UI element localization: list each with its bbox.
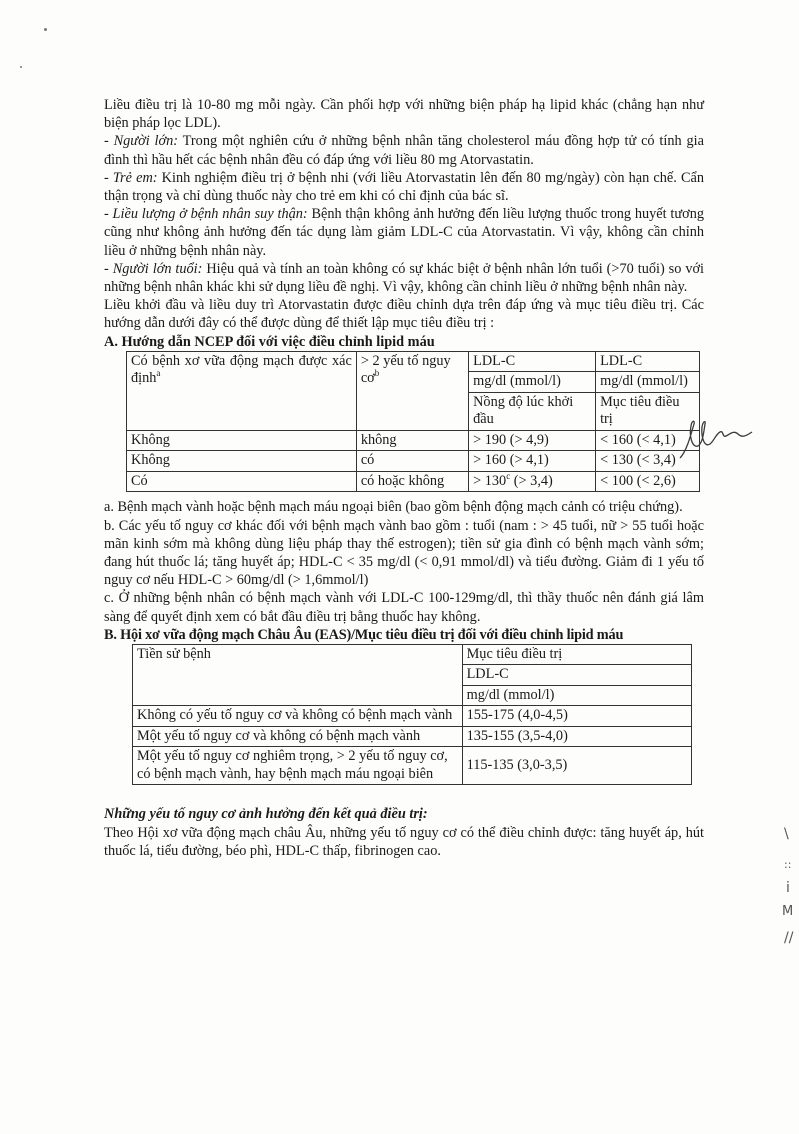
table-cell [469,471,596,492]
margin-mark: :: [784,858,792,871]
label-renal: - Liều lượng ở bệnh nhân suy thận: [104,206,308,223]
intro-paragraph: Liều điều trị là 10-80 mg mỗi ngày. Cần phối hợp với những biện pháp hạ lipid khác (chẳng hạn như biện pháp lọc LDL). [104,97,704,132]
table-cell: < 100 (< 2,6) [596,471,700,492]
eas-table [132,644,692,786]
table-cell: Không có yếu tố nguy cơ và không có bệnh mạch vành [133,706,463,727]
scan-speck [44,28,47,31]
table-row [127,430,700,451]
header-ldl-target: LDL-C [596,351,700,372]
header-cell [356,351,468,430]
scan-speck [20,66,22,68]
table-row [127,351,700,372]
header-ldl: LDL-C [462,665,691,686]
table-cell: 115-135 (3,0-3,5) [462,747,691,785]
table-cell: Một yếu tố nguy cơ nghiêm trọng, > 2 yếu tố nguy cơ, có bệnh mạch vành, hay bệnh mạch máu ngoại biên [133,747,463,785]
margin-mark: M [782,904,794,919]
header-risk-factors: > 2 yếu tố nguy cơ [360,352,451,387]
table-cell: > 190 (> 4,9) [469,430,596,451]
table-row [133,747,692,785]
text-renal: Bệnh thận không ảnh hưởng đến liều lượng thuốc trong huyết tương cũng như không ảnh hưởng đến tác dụng làm giảm LDL-C của Atorvastatin. Vì vậy, không cần chỉnh liều ở những bệnh nhân này. [104,206,704,259]
footnote-b: b. Các yếu tố nguy cơ khác đối với bệnh mạch vành bao gồm : tuổi (nam : > 45 tuổi, nữ > 55 tuổi hoặc mãn kinh sớm mà không dùng liệu pháp thay thế estrogen); tiền sử gia đình có bệnh mạch vành sớm; đang hút thuốc lá; tăng huyết áp; HDL-C < 35 mg/dl (< 0,91 mmol/dl) và tiểu đường. Giảm đi 1 yếu tố nguy cơ nếu HDL-C > 60mg/dl (> 1,6mmol/l) [104,517,704,589]
header-cell [127,351,357,430]
header-unit-start: mg/dl (mmol/l) [469,372,596,393]
table-cell: có hoặc không [356,471,468,492]
document-page [104,96,704,860]
header-treatment-goal: Mục tiêu điều trị [462,644,691,665]
intro-paragraph-adult [104,132,704,168]
header-unit: mg/dl (mmol/l) [462,685,691,706]
footnote-marker: b [374,368,380,379]
table-cell: Không [127,451,357,472]
text-children: Kinh nghiệm điều trị ở bệnh nhi (với liều Atorvastatin lên đến 80 mg/ngày) còn hạn chế. Cẩn thận trọng và chỉ dùng thuốc này cho trẻ em khi có chỉ định của bác sĩ. [104,169,704,205]
footnote-c: c. Ở những bệnh nhân có bệnh mạch vành với LDL-C 100-129mg/dl, thì thầy thuốc nên đánh giá lâm sàng để quyết định xem có bắt đầu điều trị bằng thuốc hay không. [104,590,704,625]
footnote-a: a. Bệnh mạch vành hoặc bệnh mạch máu ngoại biên (bao gồm bệnh động mạch cảnh có triệu chứng). [104,499,683,516]
cell-value: > 130 [473,472,507,489]
header-ldl-start: LDL-C [469,351,596,372]
table-cell: Không [127,430,357,451]
header-atherosclerosis: Có bệnh xơ vữa động mạch được xác định [131,352,352,387]
label-children: - Trẻ em: [104,169,158,186]
table-cell: < 130 (< 3,4) [596,451,700,472]
table-row [127,471,700,492]
section-a-heading: A. Hướng dẫn NCEP đối với việc điều chỉnh lipid máu [104,333,435,350]
table-cell: 135-155 (3,5-4,0) [462,726,691,747]
margin-mark: i [786,880,790,896]
table-row [133,726,692,747]
header-unit-target: mg/dl (mmol/l) [596,372,700,393]
table-cell: > 160 (> 4,1) [469,451,596,472]
handwritten-signature [676,412,756,464]
section-b-heading: B. Hội xơ vữa động mạch Châu Âu (EAS)/Mục tiêu điều trị đối với điều chỉnh lipid máu [104,626,624,643]
intro-paragraph-elderly [104,260,704,296]
intro-paragraph-dosing: Liều khởi đầu và liều duy trì Atorvastatin được điều chỉnh dựa trên đáp ứng và mục tiêu điều trị. Các hướng dẫn dưới đây có thể được dùng để thiết lập mục tiêu điều trị : [104,297,704,332]
table-cell: < 160 (< 4,1) [596,430,700,451]
header-treatment-goal: Mục tiêu điều trị [596,392,700,430]
table-cell: Có [127,471,357,492]
margin-mark: // [784,930,794,946]
text-adult: Trong một nghiên cứu ở những bệnh nhân tăng cholesterol máu đồng hợp tử có tính gia đình thì hầu hết các bệnh nhân đều có đáp ứng với liều 80 mg Atorvastatin. [104,133,704,168]
header-medical-history: Tiền sử bệnh [133,644,463,706]
risk-factors-heading: Những yếu tố nguy cơ ảnh hưởng đến kết quả điều trị: [104,806,428,823]
table-row [127,451,700,472]
table-cell: 155-175 (4,0-4,5) [462,706,691,727]
footnote-marker: c [506,471,511,482]
cell-value-rest: (> 3,4) [510,472,553,489]
text-elderly: Hiệu quả và tính an toàn không có sự khác biệt ở bệnh nhân lớn tuổi (>70 tuổi) so với những bệnh nhân khác khi sử dụng liều đề nghị. Vì vậy, không cần chỉnh liều ở những bệnh nhân này. [104,260,704,296]
table-cell: Một yếu tố nguy cơ và không có bệnh mạch vành [133,726,463,747]
margin-mark: \ [784,826,789,842]
intro-paragraph-renal [104,205,704,260]
intro-section [104,96,704,333]
table-row [133,706,692,727]
ncep-table [126,351,700,493]
table-cell: không [356,430,468,451]
footnote-marker: a [156,368,161,379]
table-cell: có [356,451,468,472]
header-initial-level: Nồng độ lúc khởi đầu [469,392,596,430]
table-row [133,644,692,665]
risk-factors-text: Theo Hội xơ vữa động mạch châu Âu, những yếu tố nguy cơ có thể điều chỉnh được: tăng huyết áp, hút thuốc lá, tiểu đường, béo phì, HDL-C thấp, fibrinogen cao. [104,824,704,859]
label-adult: - Người lớn: [104,133,179,150]
label-elderly: - Người lớn tuổi: [104,260,203,277]
intro-paragraph-children [104,169,704,205]
footnotes [104,498,704,625]
